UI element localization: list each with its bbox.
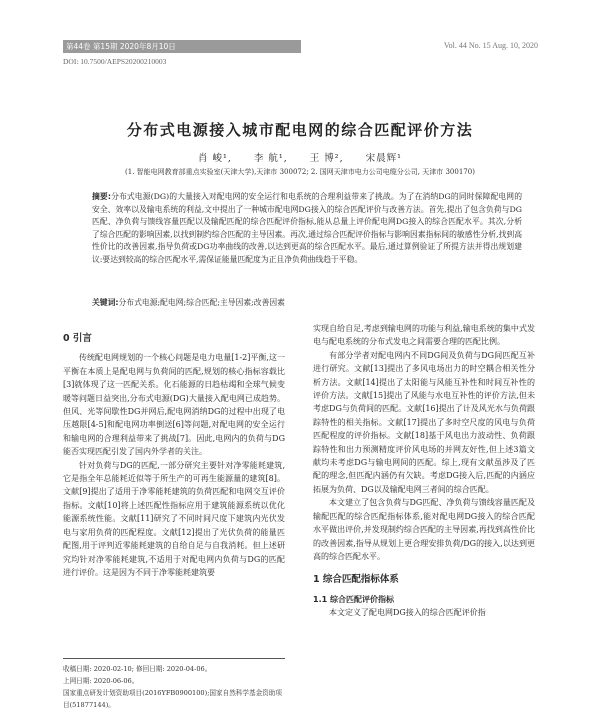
abstract-label: 摘要: <box>92 192 111 201</box>
abstract-text: 分布式电源(DG)的大量接入对配电网的安全运行和电系统的合理利益带来了挑战。为了在消纳DG的同时保障配电网的安全、效率以及输电系统的利益,文中提出了一种城市配电网DG接入的综合匹配评价与改善方法。首先,提出了包含负荷与DG匹配、净负荷与馈线容量匹配以及输配匹配的综合匹配评价指标,能从总量上评价配电网DG接入的综合匹配水平。其次,分析了综合匹配的影响因素,以找到制约综合匹配的主导因素。再次,通过综合匹配评价指标与影响因素指标间的敏感性分析,找到高性价比的改善因素,指导负荷或DG功率曲线的改善,以达到更高的综合匹配水平。最后,通过算例验证了所提方法并得出规划建议:要达到较高的综合匹配水平,需保证能量匹配度为正且净负荷曲线趋于平稳。 <box>92 192 522 264</box>
keywords-label: 关键词: <box>92 298 119 307</box>
footnote: 收稿日期: 2020-02-10; 修回日期: 2020-04-06。 <box>63 665 212 673</box>
paper-title: 分布式电源接入城市配电网的综合匹配评价方法 <box>126 121 474 139</box>
affiliation: (1. 智能电网教育部重点实验室(天津大学),天津市 300072; 2. 国网天津市电力公司电缆分公司, 天津市 300170) <box>125 168 475 176</box>
doi[interactable]: DOI: 10.7500/AEPS20200210003 <box>63 57 167 66</box>
right-column <box>313 322 535 620</box>
left-column <box>63 322 285 579</box>
paragraph: 实现自给自足,考虑到输电网的功能与利益,输电系统的集中式发电与配电系统的分布式发电之间需要合理的匹配比例。 <box>313 324 535 347</box>
section-heading-1: 1 综合匹配指标体系 <box>313 574 399 586</box>
author: 肖 峻¹, <box>198 153 232 164</box>
journal-issue-english: Vol. 44 No. 15 Aug. 10, 2020 <box>443 41 538 50</box>
footnotes <box>63 658 285 711</box>
paragraph: 本文定义了配电网DG接入的综合匹配评价指 <box>329 608 486 618</box>
section-heading-intro: 0 引言 <box>63 333 92 344</box>
paragraph: 传统配电网规划的一个核心问题是电力电量[1-2]平衡,这一平衡在本质上是配电网与负荷间的匹配,规划的核心指标容载比[3]就体现了这一匹配关系。化石能源的日趋枯竭和全球气候变暖等问题日益突出,分布式电源(DG)大量接入配电网已成趋势。但风、光等间歇性DG并网后,配电网消纳DG的过程中出现了电压越限[4-5]和配电网功率倒送[6]等问题,对配电网的安全运行和输电网的合理利益带来了挑战[7]。因此,电网内的负荷与DG能否实现匹配引发了国内外学者的关注。 <box>63 353 285 457</box>
keywords-text: 分布式电源;配电网;综合匹配;主导因素;改善因素 <box>118 298 285 307</box>
author: 李 航¹, <box>253 153 288 164</box>
author-list <box>0 150 600 164</box>
footnote: 上网日期: 2020-06-06。 <box>63 677 139 685</box>
paragraph: 针对负荷与DG的匹配,一部分研究主要针对净零能耗建筑,它是指全年总能耗近似等于所生产的可再生能源量的建筑[8]。文献[9]提出了适用于净零能耗建筑的负荷匹配和电网交互评价指标。文献[10]将上述匹配性指标应用于建筑能源系统以优化能源系统性能。文献[11]研究了不同时间尺度下建筑内光伏发电与家用负荷的匹配程度。文献[12]提出了光伏负荷的能量匹配图,用于评判近零能耗建筑的自给自足与自我消耗。但上述研究均针对净零能耗建筑,不适用于对配电网内负荷与DG的匹配进行评价。这是因为不同于净零能耗建筑要 <box>63 460 285 577</box>
keywords <box>92 297 522 308</box>
author: 王 博², <box>309 153 344 164</box>
subsection-heading-1-1: 1.1 综合匹配评价指标 <box>313 594 394 604</box>
paragraph: 有部分学者对配电网内不同DG间及负荷与DG间匹配互补进行研究。文献[13]提出了多风电场出力的时空耦合相关性分析方法。文献[14]提出了太阳能与风能互补性和时间互补性的评价方法。文献[15]提出了风能与水电互补性的评价方法,但未考虑DG与负荷间的匹配。文献[16]提出了计及风光水与负荷跟踪特性的相关指标。文献[17]提出了多时空尺度的风电与负荷匹配程度的评价指标。文献[18]基于风电出力波动性、负荷跟踪特性和出力预测精度评价风电场的并网友好性,但上述3篇文献均未考虑DG与输电网间的匹配。综上,现有文献虽涉及了匹配的理念,但匹配内涵仍有欠缺。考虑DG接入后,匹配的内涵应拓展为负荷、DG以及输配电网三者间的综合匹配。 <box>313 350 535 494</box>
author: 宋晨辉¹ <box>365 153 402 164</box>
footnote: 国家重点研发计划资助项目(2016YFB0900100);国家自然科学基金资助项目(51877144)。 <box>63 689 282 709</box>
abstract <box>92 191 522 267</box>
journal-issue-banner: 第44卷 第15期 2020年8月10日 <box>63 40 301 53</box>
paragraph: 本文建立了包含负荷与DG匹配、净负荷与馈线容量匹配及输配匹配的综合匹配指标体系,能对配电网DG接入的综合匹配水平做出评价,并发现制约综合匹配的主导因素,再找到高性价比的改善因素,指导从规划上更合理安排负荷/DG的接入,以达到更高的综合匹配水平。 <box>313 498 535 561</box>
